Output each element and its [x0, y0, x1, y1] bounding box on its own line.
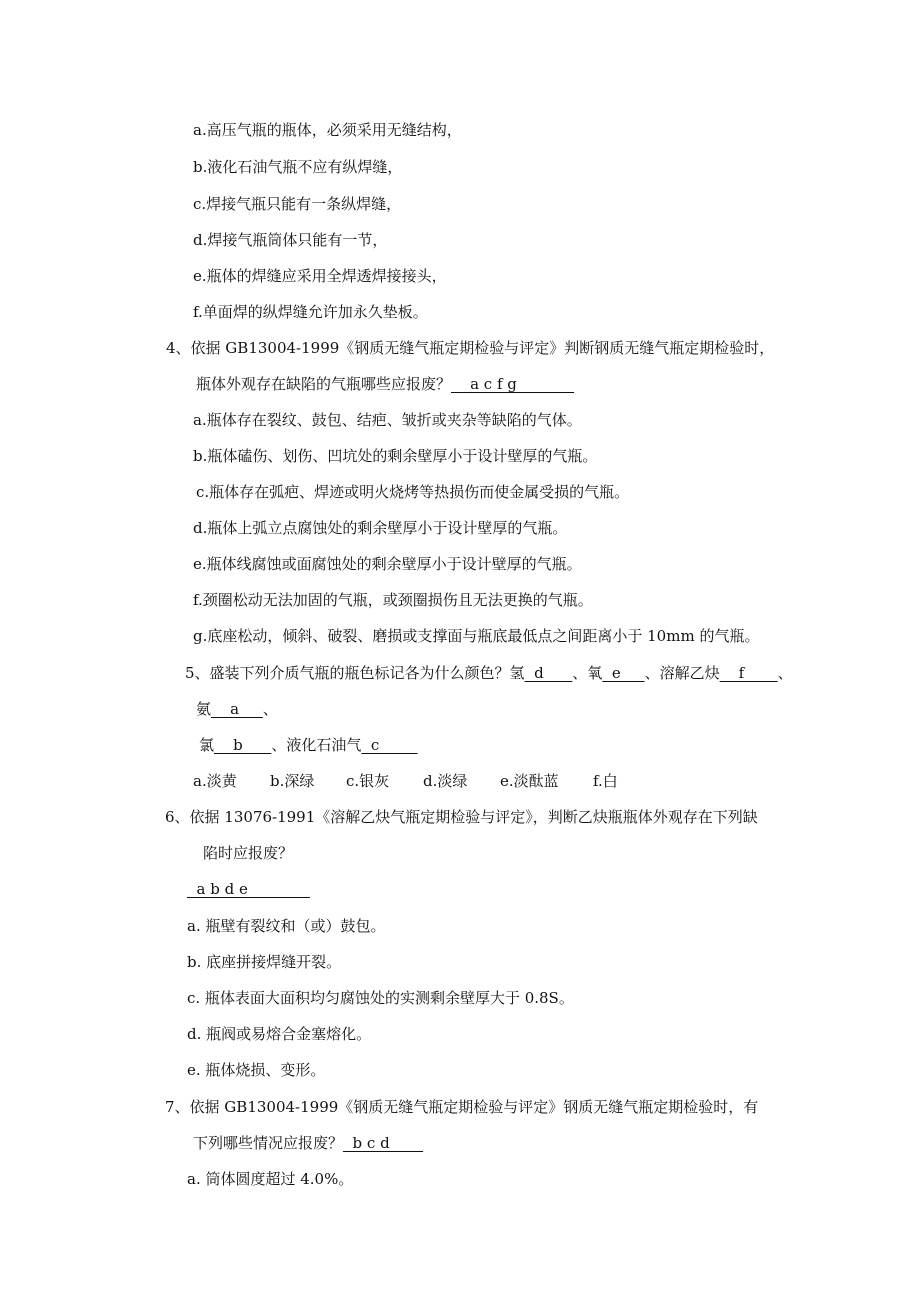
q7-answer: b c d	[343, 1134, 424, 1152]
q5-choice-e: e.淡酞蓝	[500, 772, 559, 790]
q6-answer-line	[187, 880, 310, 898]
q6-option-e: e. 瓶体烧损、变形。	[187, 1061, 326, 1079]
q7-question-text: 下列哪些情况应报废？	[193, 1134, 344, 1152]
q4-option-f: f.颈圈松动无法加固的气瓶，或颈圈损伤且无法更换的气瓶。	[193, 591, 593, 609]
q5-choice-d: d.淡绿	[423, 772, 468, 790]
q4-option-c: c.瓶体存在弧疤、焊迹或明火烧烤等热损伤而使金属受损的气瓶。	[196, 483, 630, 501]
q5-sep-1: 、氧	[572, 664, 603, 682]
q5-choice-a: a.淡黄	[193, 772, 237, 790]
q4-option-d: d.瓶体上弧立点腐蚀处的剩余壁厚小于设计壁厚的气瓶。	[193, 519, 568, 537]
q5-ammonia-answer: a	[211, 700, 263, 718]
q7-option-a: a. 筒体圆度超过 4.0%。	[187, 1170, 354, 1188]
q7-question-line1: 7、依据 GB13004-1999《钢质无缝气瓶定期检验与评定》钢质无缝气瓶定期检验时，有	[165, 1098, 759, 1116]
q4-answer: a c f g	[451, 375, 575, 393]
q5-chlorine-label: 氯	[199, 736, 215, 754]
q3-option-c: c.焊接气瓶只能有一条纵焊缝，	[193, 195, 402, 213]
q4-option-e: e.瓶体线腐蚀或面腐蚀处的剩余壁厚小于设计壁厚的气瓶。	[193, 555, 582, 573]
q5-chlorine-answer: b	[214, 736, 272, 754]
q3-option-a: a.高压气瓶的瓶体，必须采用无缝结构，	[193, 121, 462, 139]
q5-choice-c: c.银灰	[346, 772, 390, 790]
q5-intro: 5、盛装下列介质气瓶的瓶色标记各为什么颜色？氢	[185, 664, 525, 682]
q5-lpg-answer: c	[361, 736, 418, 754]
q6-option-a: a. 瓶壁有裂纹和（或）鼓包。	[187, 917, 386, 935]
q5-question-line1	[185, 664, 793, 682]
q6-option-b: b. 底座拼接焊缝开裂。	[187, 953, 342, 971]
q4-question-text: 瓶体外观存在缺陷的气瓶哪些应报废？	[196, 375, 452, 393]
q3-option-d: d.焊接气瓶筒体只能有一节，	[193, 231, 388, 249]
q5-ammonia-label: 氨	[196, 700, 212, 718]
q4-option-a: a.瓶体存在裂纹、鼓包、结疤、皱折或夹杂等缺陷的气体。	[193, 411, 582, 429]
q5-sep-4: 、	[262, 700, 278, 718]
q6-option-c: c. 瓶体表面大面积均匀腐蚀处的实测剩余壁厚大于 0.8S。	[187, 989, 574, 1007]
q4-option-g: g.底座松动，倾斜、破裂、磨损或支撑面与瓶底最低点之间距离小于 10mm 的气瓶。	[193, 627, 760, 645]
q5-choice-f: f.白	[593, 772, 618, 790]
q5-oxygen-answer: e	[602, 664, 645, 682]
q3-option-e: e.瓶体的焊缝应采用全焊透焊接接头，	[193, 267, 447, 285]
q7-question-line2	[193, 1134, 423, 1152]
q3-option-b: b.液化石油气瓶不应有纵焊缝，	[193, 158, 403, 176]
q5-sep-3: 、	[777, 664, 793, 682]
q5-sep-2: 、溶解乙炔	[644, 664, 720, 682]
q4-question-line1: 4、依据 GB13004-1999《钢质无缝气瓶定期检验与评定》判断钢质无缝气瓶定期检验时，	[166, 339, 775, 357]
q3-option-f: f.单面焊的纵焊缝允许加永久垫板。	[193, 303, 428, 321]
q6-question-line2: 陷时应报废？	[203, 844, 294, 862]
q5-acetylene-answer: f	[719, 664, 778, 682]
q4-question-line2	[196, 375, 574, 393]
q4-option-b: b.瓶体磕伤、划伤、凹坑处的剩余壁厚小于设计壁厚的气瓶。	[193, 447, 598, 465]
q5-choice-b: b.深绿	[270, 772, 315, 790]
q5-hydrogen-answer: d	[524, 664, 573, 682]
q6-answer: a b d e	[187, 880, 310, 898]
q6-option-d: d. 瓶阀或易熔合金塞熔化。	[187, 1025, 372, 1043]
q5-ammonia-line	[196, 700, 278, 718]
q6-question-line1: 6、依据 13076-1991《溶解乙炔气瓶定期检验与评定》，判断乙炔瓶瓶体外观存在下列缺	[165, 808, 758, 826]
q5-chlorine-line	[199, 736, 417, 754]
q5-sep-5: 、液化石油气	[271, 736, 362, 754]
